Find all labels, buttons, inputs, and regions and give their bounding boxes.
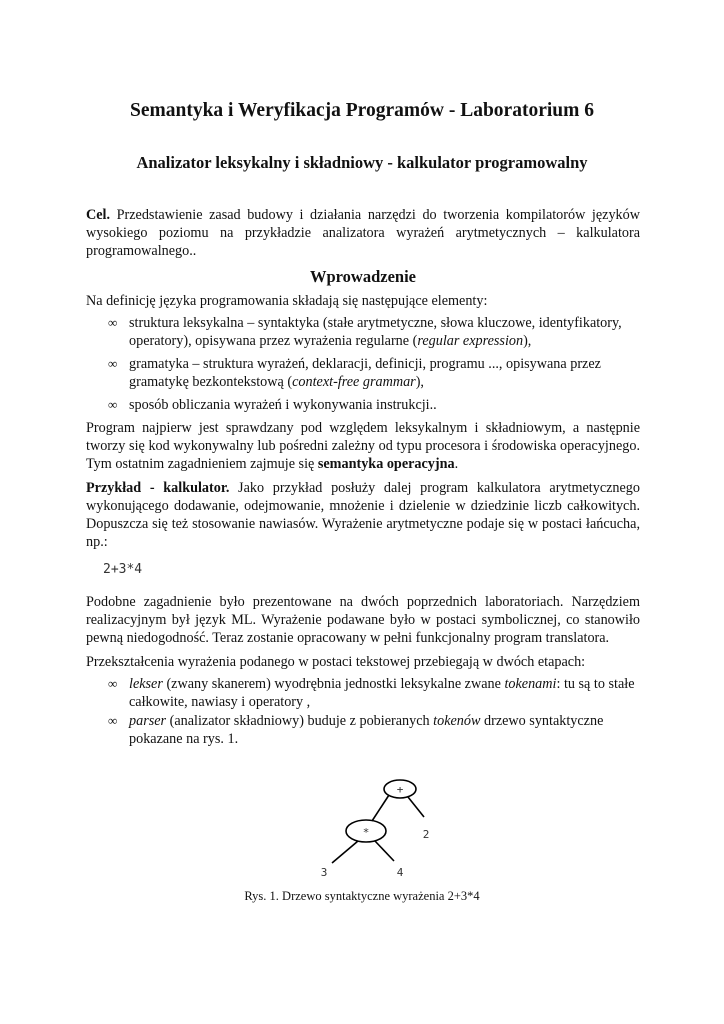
- code-sample: 2+3*4: [103, 562, 143, 577]
- compilation-paragraph: [86, 419, 640, 473]
- tree-edge: [332, 841, 358, 863]
- example-text: Jako przykład posłuży dalej program kalkulatora arytmetycznego wykonującego dodawanie, odejmowanie, mnożenie i dzielenie w dziedzinie liczb całkowitych. Dopuszcza się też stosowanie nawiasów. Wyrażenie arytmetyczne podaje się w postaci łańcucha, np.:: [86, 480, 640, 550]
- figure-caption: Rys. 1. Drzewo syntaktyczne wyrażenia 2+3*4: [244, 889, 480, 903]
- list-item-text: drzewo syntaktyczne pokazane na rys. 1.: [129, 713, 604, 747]
- list-item: [86, 712, 640, 748]
- term-tokens: tokenów: [433, 713, 481, 729]
- tree-edge: [372, 795, 389, 821]
- list-item-text: : tu są to stałe całkowite, nawiasy i operatory ,: [129, 676, 635, 710]
- term-lexer: lekser: [129, 676, 163, 692]
- tree-node-four: 4: [396, 866, 404, 879]
- document-subtitle: Analizator leksykalny i składniowy - kalkulator programowalny: [136, 153, 588, 172]
- list-item-text: gramatyka – struktura wyrażeń, deklaracji, definicji, programu ..., opisywana przez gramatykę bezkontekstową (: [129, 356, 601, 390]
- tree-node-two: 2: [422, 828, 430, 841]
- paragraph-text: .: [454, 456, 459, 472]
- operational-semantics-term: semantyka operacyjna: [317, 456, 455, 472]
- goal-label: Cel.: [86, 207, 111, 223]
- tree-edge: [375, 841, 394, 861]
- infinity-bullet-icon: ∞: [108, 356, 118, 371]
- list-item-text: sposób obliczania wyrażeń i wykonywania instrukcji..: [129, 397, 437, 413]
- list-item: [86, 396, 640, 414]
- goal-text: Przedstawienie zasad budowy i działania narzędzi do tworzenia kompilatorów języków wysokiego poziomu na przykładzie analizatora wyrażeń arytmetycznych – kalkulatora programowalnego..: [86, 207, 640, 259]
- tree-edge: [408, 797, 424, 817]
- infinity-bullet-icon: ∞: [108, 676, 118, 691]
- term-tokens: tokenami: [504, 676, 557, 692]
- infinity-bullet-icon: ∞: [108, 713, 118, 728]
- goal-paragraph: [86, 206, 640, 260]
- list-item-text: ),: [523, 333, 532, 349]
- list-item: [86, 355, 640, 391]
- infinity-bullet-icon: ∞: [108, 315, 118, 330]
- list-item: [86, 675, 640, 711]
- tree-node-multiply: *: [362, 826, 370, 839]
- document-body: [86, 206, 640, 749]
- stages-list: [86, 675, 640, 748]
- list-item-text: struktura leksykalna – syntaktyka (stałe arytmetyczne, słowa kluczowe, identyfikatory, operatory), opisywana przez wyrażenia regularne (: [129, 315, 622, 349]
- list-item-text: (zwany skanerem) wyodrębnia jednostki leksykalne zwane: [162, 676, 505, 692]
- list-item: [86, 314, 640, 350]
- list-item-text: (analizator składniowy) buduje z pobieranych: [166, 713, 434, 729]
- language-elements-list: [86, 314, 640, 414]
- list-item-italic: regular expression: [417, 333, 524, 349]
- tree-node-root: +: [396, 783, 404, 796]
- syntax-tree-diagram: [300, 775, 450, 885]
- stages-intro-paragraph: Przekształcenia wyrażenia podanego w postaci tekstowej przebiegają w dwóch etapach:: [86, 654, 586, 670]
- intro-paragraph: Na definicję języka programowania składają się następujące elementy:: [86, 293, 488, 309]
- example-paragraph: [86, 479, 640, 551]
- tree-node-three: 3: [320, 866, 328, 879]
- document-title: Semantyka i Weryfikacja Programów - Laboratorium 6: [130, 100, 594, 121]
- example-label: Przykład - kalkulator.: [86, 480, 230, 496]
- list-item-text: ),: [415, 374, 424, 390]
- term-parser: parser: [129, 713, 167, 729]
- paragraph-text: Program najpierw jest sprawdzany pod względem leksykalnym i składniowym, a następnie tworzy się kod wykonywalny lub pośredni zależny od typu procesora i środowiska operacyjnego. Tym ostatnim zagadnieniem zajmuje się: [86, 420, 640, 472]
- section-heading: Wprowadzenie: [309, 267, 417, 286]
- previous-labs-paragraph: Podobne zagadnienie było prezentowane na dwóch poprzednich laboratoriach. Narzędziem realizacyjnym był język ML. Wyrażenie podawane było w postaci symbolicznej, co stanowiło pewną niedogodność. Teraz zostanie opracowany w pełni funkcjonalny program translatora.: [86, 594, 640, 646]
- infinity-bullet-icon: ∞: [108, 397, 118, 412]
- list-item-italic: context-free grammar: [292, 374, 416, 390]
